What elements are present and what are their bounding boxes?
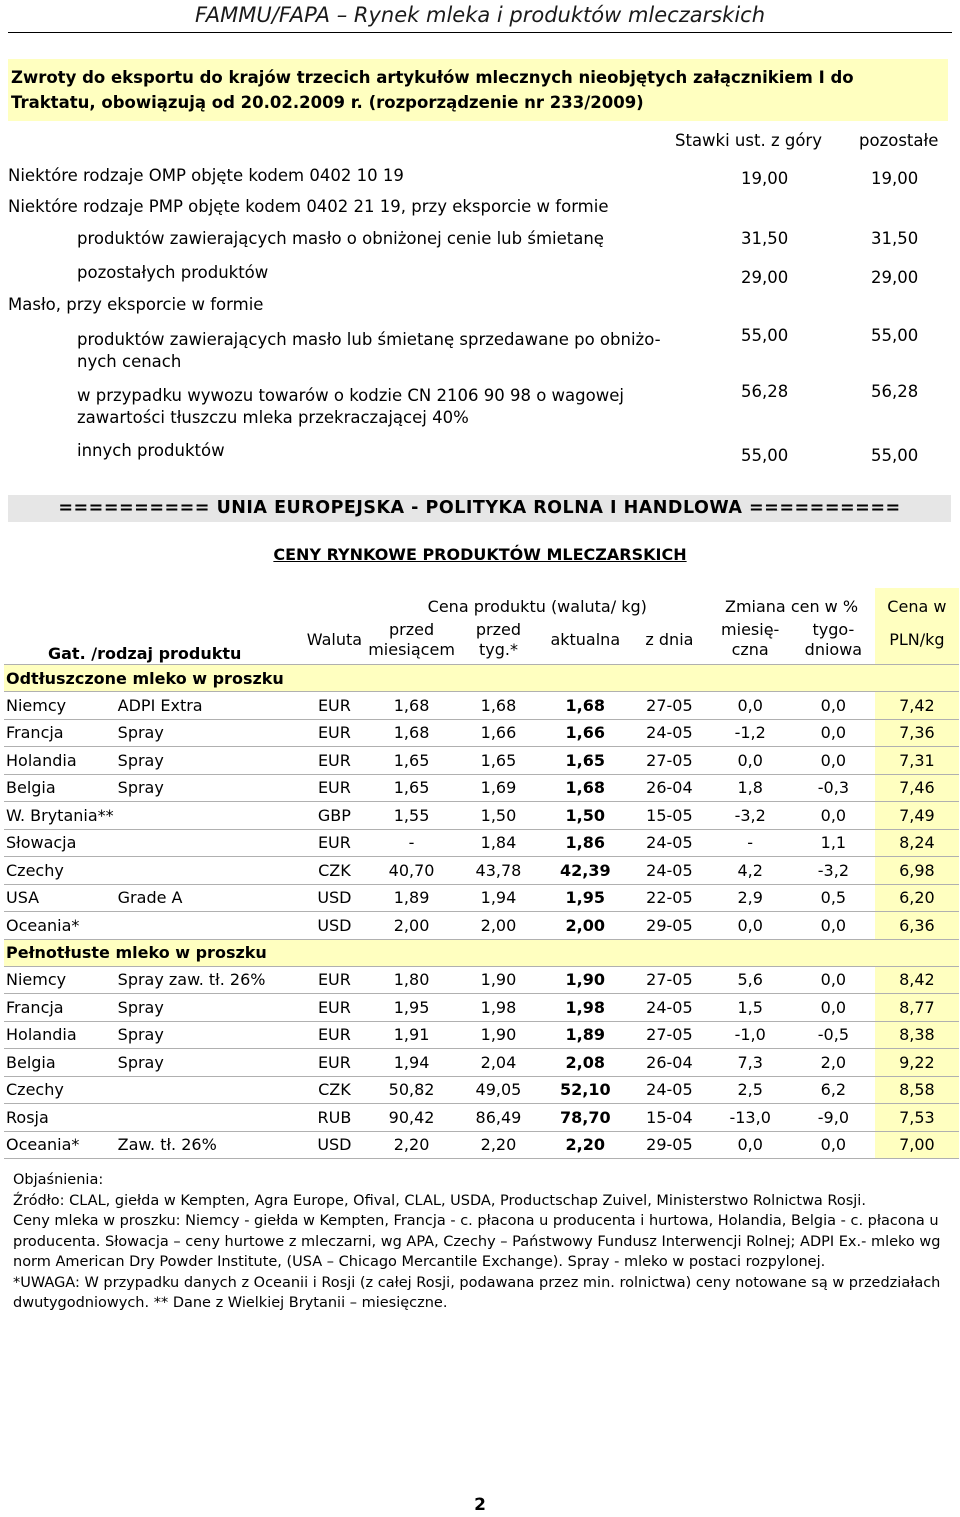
cell-country: Belgia [4,1049,116,1077]
cell-pln: 8,24 [875,829,959,857]
cell-date: 24-05 [631,829,709,857]
cell-currency: RUB [303,1104,367,1132]
header-pln-2: PLN/kg [875,616,959,665]
cell-current: 52,10 [540,1076,631,1104]
refund-row-butter-cn-other: 56,28 [871,382,919,401]
cell-change-weekly: 1,1 [792,829,875,857]
cell-type: Spray [116,1021,303,1049]
notes-price-explanation: Ceny mleka w proszku: Niemcy - giełda w Kempten, Francja - c. płacona u producenta i hurtowa, Holandia, Belgia - c. płacona u producenta. Słowacja – ceny hurtowe z mleczarni, wg APA, Czechy – Państwowy Fundusz Interwencji Rolnej; ADPI Ex.- mleko wg norm American Dry Powder Institute, (USA – Chicago Mercantile Exchange). Spray - mleko w postaci rozpylonej. [13,1213,941,1270]
refund-row-butter-other-label: innych produktów [77,441,225,460]
cell-week-ago: 1,65 [457,747,540,775]
cell-type: Spray [116,747,303,775]
cell-week-ago: 43,78 [457,857,540,885]
cell-change-weekly: 0,0 [792,966,875,994]
page-number: 2 [474,1495,486,1515]
refund-row-pmp-other-other: 29,00 [871,268,919,287]
cell-month-ago: 1,65 [366,747,457,775]
cell-type: ADPI Extra [116,692,303,720]
cell-country: Czechy [4,1076,116,1104]
table-row [4,1076,959,1104]
header-change-monthly: miesię- czna [708,616,792,665]
col-header-rate: Stawki ust. z góry [675,131,822,150]
cell-month-ago: 1,89 [366,884,457,912]
cell-date: 29-05 [631,912,709,940]
cell-pln: 8,77 [875,994,959,1022]
cell-country: Holandia [4,1021,116,1049]
cell-pln: 8,58 [875,1076,959,1104]
cell-week-ago: 1,90 [457,966,540,994]
cell-pln: 7,00 [875,1131,959,1159]
table-row [4,747,959,775]
cell-country: Niemcy [4,966,116,994]
cell-week-ago: 1,69 [457,774,540,802]
cell-type [116,1104,303,1132]
cell-current: 1,98 [540,994,631,1022]
cell-change-monthly: -3,2 [708,802,792,830]
cell-current: 1,68 [540,692,631,720]
cell-month-ago: 1,91 [366,1021,457,1049]
cell-type: Spray [116,719,303,747]
table-row [4,884,959,912]
table-row [4,719,959,747]
cell-change-monthly: -1,0 [708,1021,792,1049]
cell-change-weekly: 0,0 [792,802,875,830]
cell-change-monthly: 0,0 [708,692,792,720]
cell-change-monthly: 7,3 [708,1049,792,1077]
cell-date: 24-05 [631,719,709,747]
cell-week-ago: 1,84 [457,829,540,857]
cell-type [116,912,303,940]
cell-country: USA [4,884,116,912]
table-row [4,857,959,885]
cell-date: 24-05 [631,1076,709,1104]
cell-date: 27-05 [631,966,709,994]
cell-type: Grade A [116,884,303,912]
cell-current: 78,70 [540,1104,631,1132]
cell-pln: 6,36 [875,912,959,940]
cell-current: 1,66 [540,719,631,747]
cell-currency: EUR [303,747,367,775]
cell-currency: USD [303,1131,367,1159]
cell-change-monthly: 1,8 [708,774,792,802]
refund-row-pmp-reduced-other: 31,50 [871,229,919,248]
cell-change-weekly: 0,0 [792,912,875,940]
cell-current: 1,50 [540,802,631,830]
cell-country: Oceania* [4,1131,116,1159]
table-row [4,692,959,720]
dairy-prices-table [4,588,959,1159]
refunds-title: Zwroty do eksportu do krajów trzecich artykułów mlecznych nieobjętych załącznikiem I do Traktatu, obowiązują od 20.02.2009 r. (rozporządzenie nr 233/2009) [11,68,854,112]
refund-row-omp-rate: 19,00 [741,169,789,188]
cell-country: Oceania* [4,912,116,940]
cell-week-ago: 1,50 [457,802,540,830]
cell-type: Zaw. tł. 26% [116,1131,303,1159]
cell-month-ago: 50,82 [366,1076,457,1104]
notes-block [13,1170,948,1314]
notes-warning: *UWAGA: W przypadku danych z Oceanii i Rosji (z całej Rosji, podawana przez min. rolnictwa) ceny notowane są w przedziałach dwutygodniowych. ** Dane z Wielkiej Brytanii – miesięczne. [13,1274,941,1311]
header-currency: Waluta [303,616,367,665]
cell-change-weekly: 0,0 [792,719,875,747]
cell-currency: USD [303,912,367,940]
cell-type [116,802,303,830]
cell-currency: GBP [303,802,367,830]
refund-row-butter-other-rate: 55,00 [741,446,789,465]
cell-current: 2,08 [540,1049,631,1077]
refund-row-pmp-label: Niektóre rodzaje PMP objęte kodem 0402 21 19, przy eksporcie w formie [8,197,609,216]
cell-current: 1,65 [540,747,631,775]
cell-date: 29-05 [631,1131,709,1159]
notes-sources: Źródło: CLAL, giełda w Kempten, Agra Europe, Ofival, CLAL, USDA, Productschap Zuivel, Ministerstwo Rolnictwa Rosji. [13,1192,866,1209]
header-change-weekly: tygo- dniowa [792,616,875,665]
cell-month-ago: 1,94 [366,1049,457,1077]
header-divider [8,32,952,33]
table-row [4,1049,959,1077]
cell-week-ago: 86,49 [457,1104,540,1132]
cell-currency: USD [303,884,367,912]
cell-date: 24-05 [631,994,709,1022]
table-body-wmp [4,966,959,1159]
cell-change-monthly: - [708,829,792,857]
cell-current: 1,89 [540,1021,631,1049]
cell-month-ago: 1,55 [366,802,457,830]
refund-row-omp-other: 19,00 [871,169,919,188]
cell-change-monthly: 0,0 [708,1131,792,1159]
cell-month-ago: - [366,829,457,857]
page-header-title: FAMMU/FAPA – Rynek mleka i produktów mleczarskich [194,3,766,27]
header-week-ago: przed tyg.* [457,616,540,665]
cell-pln: 7,36 [875,719,959,747]
section-banner: ========== UNIA EUROPEJSKA - POLITYKA ROLNA I HANDLOWA ========== [8,495,951,522]
cell-pln: 8,42 [875,966,959,994]
cell-week-ago: 49,05 [457,1076,540,1104]
table-header-row-2 [4,616,959,665]
cell-month-ago: 1,80 [366,966,457,994]
table-row [4,802,959,830]
refund-row-pmp-other-rate: 29,00 [741,268,789,287]
refund-row-pmp-reduced-rate: 31,50 [741,229,789,248]
cell-week-ago: 1,68 [457,692,540,720]
cell-month-ago: 1,95 [366,994,457,1022]
cell-currency: EUR [303,692,367,720]
refund-row-pmp-other-label: pozostałych produktów [77,263,269,282]
cell-week-ago: 1,66 [457,719,540,747]
cell-change-weekly: 0,5 [792,884,875,912]
cell-week-ago: 2,20 [457,1131,540,1159]
header-change-group: Zmiana cen w % [724,597,859,616]
cell-pln: 7,42 [875,692,959,720]
cell-pln: 7,31 [875,747,959,775]
cell-change-weekly: 0,0 [792,747,875,775]
cell-change-monthly: -13,0 [708,1104,792,1132]
section-row-wmp [4,939,959,966]
cell-change-monthly: 4,2 [708,857,792,885]
cell-date: 27-05 [631,747,709,775]
col-header-other: pozostałe [859,131,939,150]
cell-current: 1,95 [540,884,631,912]
cell-currency: CZK [303,1076,367,1104]
cell-current: 1,68 [540,774,631,802]
cell-change-weekly: 2,0 [792,1049,875,1077]
table-row [4,774,959,802]
table-row [4,1104,959,1132]
cell-week-ago: 1,90 [457,1021,540,1049]
refund-row-butter-reduced-rate: 55,00 [741,326,789,345]
cell-change-monthly: 2,9 [708,884,792,912]
cell-currency: EUR [303,829,367,857]
cell-date: 27-05 [631,692,709,720]
cell-pln: 8,38 [875,1021,959,1049]
cell-type [116,1076,303,1104]
cell-country: Słowacja [4,829,116,857]
cell-date: 24-05 [631,857,709,885]
cell-country: Francja [4,994,116,1022]
cell-country: Czechy [4,857,116,885]
cell-type [116,857,303,885]
header-pln-1: Cena w [875,588,959,616]
cell-type: Spray [116,1049,303,1077]
cell-country: Francja [4,719,116,747]
header-month-ago: przed miesiącem [366,616,457,665]
cell-currency: EUR [303,994,367,1022]
cell-change-monthly: 2,5 [708,1076,792,1104]
cell-country: Holandia [4,747,116,775]
refund-row-butter-cn-label1: w przypadku wywozu towarów o kodzie CN 2106 90 98 o wagowej [77,386,624,405]
refund-row-omp-label: Niektóre rodzaje OMP objęte kodem 0402 10 19 [8,166,404,185]
cell-date: 26-04 [631,1049,709,1077]
cell-type [116,829,303,857]
cell-date: 15-04 [631,1104,709,1132]
refund-row-butter-cn-label2: zawartości tłuszczu mleka przekraczającej 40% [77,408,469,427]
cell-date: 22-05 [631,884,709,912]
cell-pln: 6,20 [875,884,959,912]
refund-row-butter-reduced-label2: nych cenach [77,352,182,371]
cell-current: 2,20 [540,1131,631,1159]
cell-month-ago: 1,68 [366,692,457,720]
cell-date: 15-05 [631,802,709,830]
cell-month-ago: 1,65 [366,774,457,802]
refund-row-butter-label: Masło, przy eksporcie w formie [8,295,264,314]
cell-currency: CZK [303,857,367,885]
cell-currency: EUR [303,966,367,994]
cell-country: Belgia [4,774,116,802]
cell-change-monthly: 0,0 [708,912,792,940]
section-title-wmp: Pełnotłuste mleko w proszku [4,939,959,966]
cell-current: 2,00 [540,912,631,940]
section-title-smp: Odtłuszczone mleko w proszku [4,665,959,692]
table-row [4,994,959,1022]
cell-month-ago: 1,68 [366,719,457,747]
cell-change-weekly: 0,0 [792,692,875,720]
cell-currency: EUR [303,1021,367,1049]
cell-pln: 7,49 [875,802,959,830]
cell-type: Spray [116,774,303,802]
table-row [4,1021,959,1049]
cell-country: W. Brytania** [4,802,116,830]
cell-change-monthly: 5,6 [708,966,792,994]
table-row [4,966,959,994]
cell-currency: EUR [303,774,367,802]
refund-row-butter-reduced-label1: produktów zawierających masło lub śmietanę sprzedawane po obniżo- [77,330,661,349]
cell-change-weekly: -0,5 [792,1021,875,1049]
cell-pln: 7,46 [875,774,959,802]
refund-row-pmp-reduced-label: produktów zawierających masło o obniżonej cenie lub śmietanę [77,229,604,248]
header-current: aktualna [540,616,631,665]
cell-week-ago: 1,94 [457,884,540,912]
cell-change-weekly: -3,2 [792,857,875,885]
section-row-smp [4,665,959,692]
refund-row-butter-other-other: 55,00 [871,446,919,465]
cell-pln: 7,53 [875,1104,959,1132]
cell-current: 1,90 [540,966,631,994]
cell-change-monthly: -1,2 [708,719,792,747]
cell-current: 42,39 [540,857,631,885]
header-date: z dnia [631,616,709,665]
cell-week-ago: 2,04 [457,1049,540,1077]
cell-country: Rosja [4,1104,116,1132]
cell-currency: EUR [303,719,367,747]
table-body-smp [4,692,959,940]
header-price-group: Cena produktu (waluta/ kg) [427,597,647,616]
header-product: Gat. /rodzaj produktu [4,616,303,665]
cell-change-weekly: 6,2 [792,1076,875,1104]
cell-change-weekly: -9,0 [792,1104,875,1132]
refund-row-butter-cn-rate: 56,28 [741,382,789,401]
cell-date: 27-05 [631,1021,709,1049]
cell-date: 26-04 [631,774,709,802]
cell-change-monthly: 1,5 [708,994,792,1022]
cell-type: Spray [116,994,303,1022]
table-row [4,912,959,940]
cell-type: Spray zaw. tł. 26% [116,966,303,994]
notes-heading: Objaśnienia: [13,1172,104,1188]
cell-change-weekly: -0,3 [792,774,875,802]
table-header-row-1 [4,588,959,616]
cell-pln: 6,98 [875,857,959,885]
cell-week-ago: 2,00 [457,912,540,940]
table-row [4,1131,959,1159]
section-subtitle: CENY RYNKOWE PRODUKTÓW MLECZARSKICH [273,545,687,564]
cell-pln: 9,22 [875,1049,959,1077]
cell-month-ago: 90,42 [366,1104,457,1132]
cell-currency: EUR [303,1049,367,1077]
cell-change-weekly: 0,0 [792,994,875,1022]
cell-current: 1,86 [540,829,631,857]
cell-change-monthly: 0,0 [708,747,792,775]
table-row [4,829,959,857]
cell-week-ago: 1,98 [457,994,540,1022]
cell-month-ago: 2,20 [366,1131,457,1159]
cell-country: Niemcy [4,692,116,720]
cell-change-weekly: 0,0 [792,1131,875,1159]
refunds-title-box [8,59,948,121]
refund-row-butter-reduced-other: 55,00 [871,326,919,345]
cell-month-ago: 40,70 [366,857,457,885]
cell-month-ago: 2,00 [366,912,457,940]
